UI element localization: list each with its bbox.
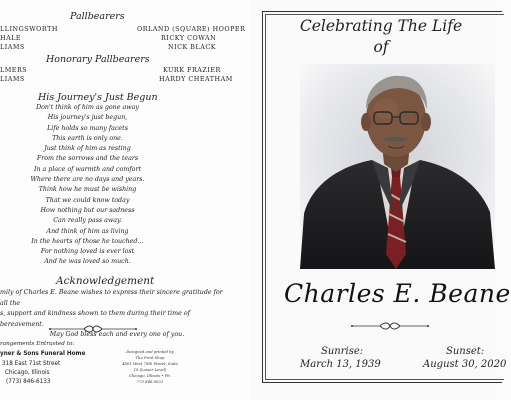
ornament-divider-right xyxy=(350,321,430,331)
pallbearer-right-3: NICK BLACK xyxy=(168,43,217,51)
poem-title: His Journey's Just Begun xyxy=(38,92,158,103)
honorary-left-1: LMERS xyxy=(0,66,28,74)
funeral-home-phone: (773) 846-6133 xyxy=(6,379,51,385)
portrait-illustration xyxy=(300,64,495,269)
pallbearer-right-1: ORLAND (SQUARE) HOOPER xyxy=(137,25,246,33)
poem-line: His journey's just begun, xyxy=(47,114,128,122)
sunrise-date: March 13, 1939 xyxy=(300,359,381,370)
pallbearers-title: Pallbearers xyxy=(70,11,125,22)
poem-line: This earth is only one. xyxy=(52,134,123,142)
poem-line: How nothing but our sadness xyxy=(40,206,135,214)
honorary-left-2: LIAMS xyxy=(0,75,25,83)
poem-line: That we could know today xyxy=(45,196,130,204)
sunset-label: Sunset: xyxy=(446,346,485,357)
honorary-right-2: HARDY CHEATHAM xyxy=(159,75,233,83)
printer-line: Chicago, Illinois • Ph: 773.846.9022 xyxy=(128,373,172,384)
sunrise-label: Sunrise: xyxy=(321,346,364,357)
acknowledgement-title: Acknowledgement xyxy=(56,275,155,287)
funeral-home-address: 318 East 71st Street xyxy=(2,361,61,367)
ack-line: May God bless each and every one of you. xyxy=(49,331,185,338)
poem-line: Where there are no days and years. xyxy=(30,176,145,184)
poem-line: Life holds so many facets xyxy=(47,124,128,132)
poem-line: Don't think of him as gone away xyxy=(36,104,139,111)
printer-line: The Print Shop xyxy=(135,355,165,360)
sunset-date: August 30, 2020 xyxy=(423,359,507,370)
printer-credit xyxy=(120,349,180,385)
funeral-home-name: yner & Sons Funeral Home xyxy=(0,351,86,357)
printer-line: Designed and printed by xyxy=(126,349,174,354)
poem-body xyxy=(0,103,175,268)
poem-line: From the sorrows and the tears xyxy=(36,155,139,163)
pallbearer-right-2: RICKY COWAN xyxy=(161,34,217,42)
poem-line: Just think of him as resting xyxy=(44,145,131,153)
poem-line: For nothing loved is ever lost xyxy=(40,248,135,256)
poem-line: In the hearts of those he touched… xyxy=(31,237,144,245)
pallbearer-left-3: LIAMS xyxy=(0,43,25,51)
poem-line: And he was loved so much. xyxy=(44,258,131,266)
printer-line: 4801 West 79th Street, Suite 10 (Lower Level) xyxy=(122,361,178,372)
celebrating-heading: Celebrating The Life xyxy=(299,17,463,35)
poem-line: In a place of warmth and comfort xyxy=(34,165,141,173)
of-heading: of xyxy=(373,38,389,56)
deceased-name: Charles E. Beane xyxy=(284,279,511,308)
poem-line: And think of him as living xyxy=(46,227,129,235)
arrangements-label: rangements Entrusted to: xyxy=(0,341,75,347)
portrait-photo xyxy=(300,64,495,269)
poem-line: Think how he must be wishing xyxy=(38,186,137,194)
ornament-divider-left xyxy=(48,324,138,334)
funeral-home-city: Chicago, Illinois xyxy=(5,370,50,376)
pallbearer-left-2: HALE xyxy=(0,34,22,42)
ack-line: mily of Charles E. Beane wishes to express their sincere gratitude for all the xyxy=(0,289,223,307)
honorary-pallbearers-title: Honorary Pallbearers xyxy=(46,54,150,65)
ack-line: s, support and kindness shown to them during their time of bereavement. xyxy=(0,310,190,328)
poem-line: Can really pass away. xyxy=(53,217,122,225)
honorary-right-1: KURK FRAZIER xyxy=(163,66,221,74)
pallbearer-left-1: LLINGSWORTH xyxy=(0,25,58,33)
